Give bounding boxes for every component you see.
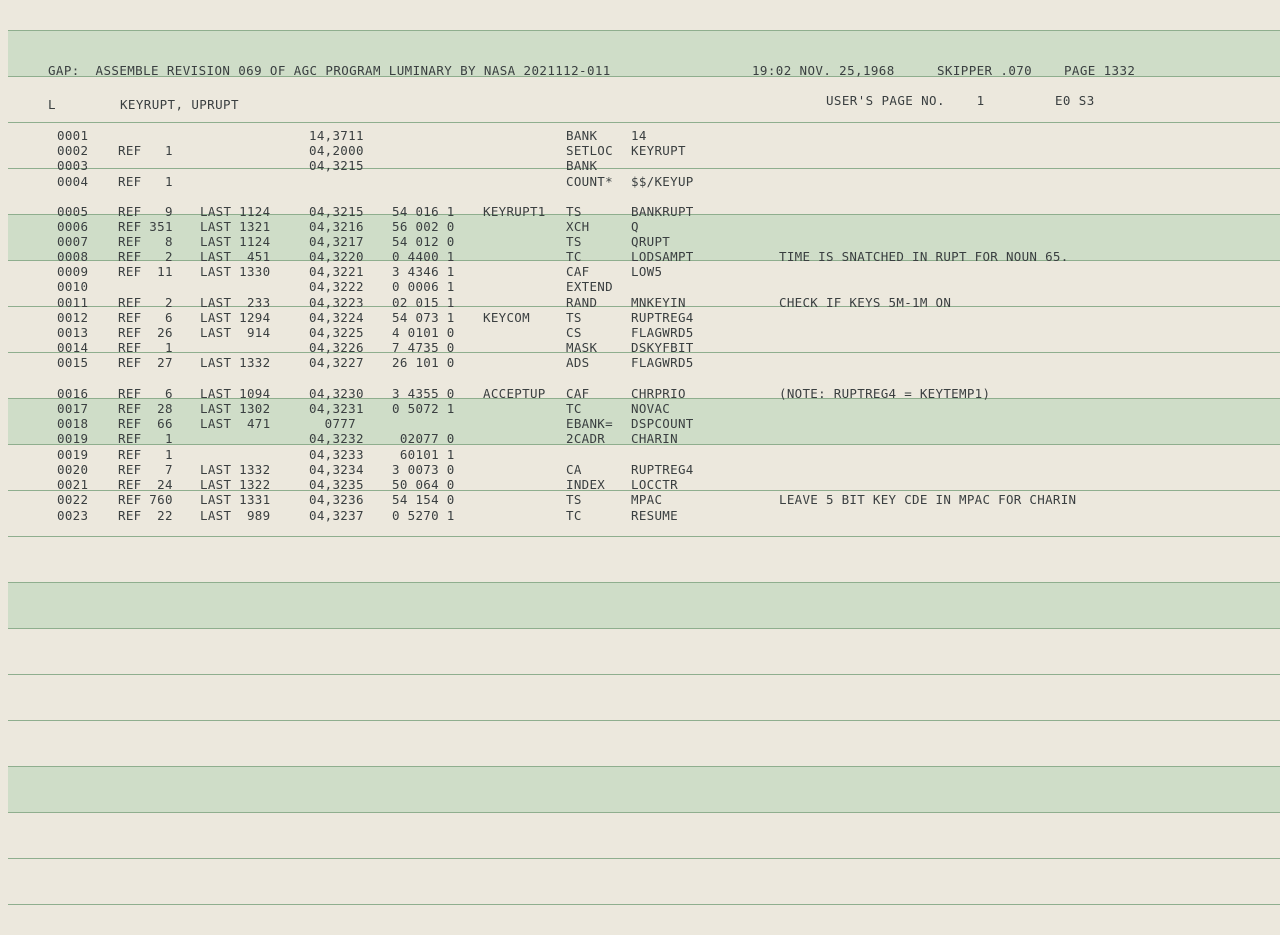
comment: LEAVE 5 BIT KEY CDE IN MPAC FOR CHARIN bbox=[779, 492, 1077, 507]
opcode: TS bbox=[566, 234, 582, 249]
address: 04,3225 bbox=[309, 325, 364, 340]
address: 04,3226 bbox=[309, 340, 364, 355]
rule-line bbox=[8, 582, 1280, 583]
address: 04,3221 bbox=[309, 264, 364, 279]
rule-line bbox=[8, 628, 1280, 629]
line-number: 0016 bbox=[57, 386, 89, 401]
opcode: BANK bbox=[566, 158, 598, 173]
address: 04,3230 bbox=[309, 386, 364, 401]
last-ref: LAST 914 bbox=[200, 325, 271, 340]
last-ref: LAST 1332 bbox=[200, 355, 271, 370]
users-page-number: USER'S PAGE NO. 1 bbox=[826, 93, 985, 108]
line-number: 0020 bbox=[57, 462, 89, 477]
address: 04,2000 bbox=[309, 143, 364, 158]
line-number: 0012 bbox=[57, 310, 89, 325]
line-number: 0011 bbox=[57, 295, 89, 310]
address: 04,3233 bbox=[309, 447, 364, 462]
opcode: EXTEND bbox=[566, 279, 613, 294]
operand: $$/KEYUP bbox=[631, 174, 694, 189]
ref-count: REF 6 bbox=[118, 310, 173, 325]
operand: 14 bbox=[631, 128, 647, 143]
octal-word: 26 101 0 bbox=[392, 355, 455, 370]
octal-word: 54 012 0 bbox=[392, 234, 455, 249]
ref-count: REF 2 bbox=[118, 295, 173, 310]
opcode: TS bbox=[566, 492, 582, 507]
last-ref: LAST 1094 bbox=[200, 386, 271, 401]
ref-count: REF 11 bbox=[118, 264, 173, 279]
octal-word: 54 073 1 bbox=[392, 310, 455, 325]
octal-word: 3 0073 0 bbox=[392, 462, 455, 477]
line-number: 0007 bbox=[57, 234, 89, 249]
line-number: 0006 bbox=[57, 219, 89, 234]
ref-count: REF 22 bbox=[118, 508, 173, 523]
line-number: 0017 bbox=[57, 401, 89, 416]
ref-count: REF 6 bbox=[118, 386, 173, 401]
rule-line bbox=[8, 30, 1280, 31]
address: 04,3237 bbox=[309, 508, 364, 523]
address: 04,3234 bbox=[309, 462, 364, 477]
operand: CHRPRIO bbox=[631, 386, 686, 401]
ref-count: REF 7 bbox=[118, 462, 173, 477]
octal-word: 60101 1 bbox=[392, 447, 455, 462]
line-number: 0010 bbox=[57, 279, 89, 294]
octal-word: 54 154 0 bbox=[392, 492, 455, 507]
opcode: TC bbox=[566, 249, 582, 264]
opcode: XCH bbox=[566, 219, 590, 234]
line-number: 0008 bbox=[57, 249, 89, 264]
label: ACCEPTUP bbox=[483, 386, 546, 401]
ref-count: REF 760 bbox=[118, 492, 173, 507]
operand: MNKEYIN bbox=[631, 295, 686, 310]
address: 04,3224 bbox=[309, 310, 364, 325]
operand: QRUPT bbox=[631, 234, 671, 249]
address: 04,3227 bbox=[309, 355, 364, 370]
line-number: 0015 bbox=[57, 355, 89, 370]
ref-count: REF 24 bbox=[118, 477, 173, 492]
last-ref: LAST 1124 bbox=[200, 234, 271, 249]
last-ref: LAST 1302 bbox=[200, 401, 271, 416]
greenbar-band bbox=[8, 766, 1280, 812]
address: 04,3215 bbox=[309, 204, 364, 219]
octal-word: 0 5270 1 bbox=[392, 508, 455, 523]
line-number: 0022 bbox=[57, 492, 89, 507]
opcode: SETLOC bbox=[566, 143, 613, 158]
timestamp: 19:02 NOV. 25,1968 bbox=[752, 63, 895, 78]
octal-word: 3 4346 1 bbox=[392, 264, 455, 279]
operand: LOW5 bbox=[631, 264, 663, 279]
rule-line bbox=[8, 720, 1280, 721]
opcode: TS bbox=[566, 310, 582, 325]
octal-word: 3 4355 0 bbox=[392, 386, 455, 401]
address: 04,3231 bbox=[309, 401, 364, 416]
line-number: 0019 bbox=[57, 431, 89, 446]
line-number: 0014 bbox=[57, 340, 89, 355]
rule-line bbox=[8, 812, 1280, 813]
ref-count: REF 2 bbox=[118, 249, 173, 264]
last-ref: LAST 1294 bbox=[200, 310, 271, 325]
last-ref: LAST 1330 bbox=[200, 264, 271, 279]
last-ref: LAST 471 bbox=[200, 416, 271, 431]
opcode: BANK bbox=[566, 128, 598, 143]
line-number: 0004 bbox=[57, 174, 89, 189]
address: 04,3222 bbox=[309, 279, 364, 294]
address: 04,3236 bbox=[309, 492, 364, 507]
opcode: EBANK= bbox=[566, 416, 613, 431]
operand: RUPTREG4 bbox=[631, 462, 694, 477]
operand: RESUME bbox=[631, 508, 678, 523]
ref-count: REF 1 bbox=[118, 340, 173, 355]
operand: FLAGWRD5 bbox=[631, 325, 694, 340]
line-number: 0023 bbox=[57, 508, 89, 523]
ref-count: REF 28 bbox=[118, 401, 173, 416]
ref-count: REF 26 bbox=[118, 325, 173, 340]
opcode: CA bbox=[566, 462, 582, 477]
last-ref: LAST 1332 bbox=[200, 462, 271, 477]
assembly-title: GAP: ASSEMBLE REVISION 069 OF AGC PROGRAM LUMINARY BY NASA 2021112-011 bbox=[48, 63, 611, 78]
operand: NOVAC bbox=[631, 401, 671, 416]
octal-word: 0 0006 1 bbox=[392, 279, 455, 294]
opcode: CAF bbox=[566, 264, 590, 279]
ref-count: REF 8 bbox=[118, 234, 173, 249]
operand: FLAGWRD5 bbox=[631, 355, 694, 370]
octal-word: 0 5072 1 bbox=[392, 401, 455, 416]
opcode: CAF bbox=[566, 386, 590, 401]
last-ref: LAST 1322 bbox=[200, 477, 271, 492]
comment: TIME IS SNATCHED IN RUPT FOR NOUN 65. bbox=[779, 249, 1069, 264]
page-number: PAGE 1332 bbox=[1064, 63, 1136, 78]
ref-count: REF 66 bbox=[118, 416, 173, 431]
opcode: RAND bbox=[566, 295, 598, 310]
opcode: CS bbox=[566, 325, 582, 340]
address: 0777 bbox=[309, 416, 356, 431]
line-number: 0003 bbox=[57, 158, 89, 173]
ref-count: REF 1 bbox=[118, 174, 173, 189]
opcode: TC bbox=[566, 401, 582, 416]
last-ref: LAST 1321 bbox=[200, 219, 271, 234]
operand: LODSAMPT bbox=[631, 249, 694, 264]
operand: DSKYFBIT bbox=[631, 340, 694, 355]
opcode: TS bbox=[566, 204, 582, 219]
octal-word: 02 015 1 bbox=[392, 295, 455, 310]
operator: SKIPPER .070 bbox=[937, 63, 1033, 78]
octal-word: 02077 0 bbox=[392, 431, 455, 446]
octal-word: 0 4400 1 bbox=[392, 249, 455, 264]
address: 04,3220 bbox=[309, 249, 364, 264]
opcode: 2CADR bbox=[566, 431, 606, 446]
line-number: 0019 bbox=[57, 447, 89, 462]
last-ref: LAST 233 bbox=[200, 295, 271, 310]
section-title: KEYRUPT, UPRUPT bbox=[120, 97, 239, 112]
last-ref: LAST 989 bbox=[200, 508, 271, 523]
opcode: INDEX bbox=[566, 477, 606, 492]
operand: MPAC bbox=[631, 492, 663, 507]
octal-word: 56 002 0 bbox=[392, 219, 455, 234]
ref-count: REF 351 bbox=[118, 219, 173, 234]
comment: (NOTE: RUPTREG4 = KEYTEMP1) bbox=[779, 386, 991, 401]
octal-word: 54 016 1 bbox=[392, 204, 455, 219]
address: 04,3223 bbox=[309, 295, 364, 310]
octal-word: 4 0101 0 bbox=[392, 325, 455, 340]
ref-count: REF 9 bbox=[118, 204, 173, 219]
address: 14,3711 bbox=[309, 128, 364, 143]
last-ref: LAST 1124 bbox=[200, 204, 271, 219]
line-number: 0009 bbox=[57, 264, 89, 279]
comment: CHECK IF KEYS 5M-1M ON bbox=[779, 295, 952, 310]
operand: BANKRUPT bbox=[631, 204, 694, 219]
ref-count: REF 1 bbox=[118, 431, 173, 446]
ref-count: REF 1 bbox=[118, 143, 173, 158]
label: KEYRUPT1 bbox=[483, 204, 546, 219]
rule-line bbox=[8, 168, 1280, 169]
opcode: MASK bbox=[566, 340, 598, 355]
address: 04,3217 bbox=[309, 234, 364, 249]
rule-line bbox=[8, 536, 1280, 537]
rule-line bbox=[8, 904, 1280, 905]
address: 04,3215 bbox=[309, 158, 364, 173]
address: 04,3216 bbox=[309, 219, 364, 234]
operand: DSPCOUNT bbox=[631, 416, 694, 431]
ref-count: REF 27 bbox=[118, 355, 173, 370]
line-number: 0001 bbox=[57, 128, 89, 143]
operand: Q bbox=[631, 219, 639, 234]
line-number: 0018 bbox=[57, 416, 89, 431]
line-number: 0021 bbox=[57, 477, 89, 492]
ref-count: REF 1 bbox=[118, 447, 173, 462]
opcode: COUNT* bbox=[566, 174, 613, 189]
operand: CHARIN bbox=[631, 431, 678, 446]
rule-line bbox=[8, 858, 1280, 859]
octal-word: 50 064 0 bbox=[392, 477, 455, 492]
line-number: 0013 bbox=[57, 325, 89, 340]
operand: LOCCTR bbox=[631, 477, 678, 492]
last-ref: LAST 1331 bbox=[200, 492, 271, 507]
rule-line bbox=[8, 122, 1280, 123]
address: 04,3232 bbox=[309, 431, 364, 446]
greenbar-band bbox=[8, 582, 1280, 628]
line-number: 0005 bbox=[57, 204, 89, 219]
last-ref: LAST 451 bbox=[200, 249, 271, 264]
opcode: ADS bbox=[566, 355, 590, 370]
address: 04,3235 bbox=[309, 477, 364, 492]
opcode: TC bbox=[566, 508, 582, 523]
octal-word: 7 4735 0 bbox=[392, 340, 455, 355]
line-number: 0002 bbox=[57, 143, 89, 158]
listing-code: E0 S3 bbox=[1055, 93, 1095, 108]
label: KEYCOM bbox=[483, 310, 530, 325]
operand: KEYRUPT bbox=[631, 143, 686, 158]
rule-line bbox=[8, 766, 1280, 767]
rule-line bbox=[8, 674, 1280, 675]
operand: RUPTREG4 bbox=[631, 310, 694, 325]
section-marker: L bbox=[48, 97, 56, 112]
